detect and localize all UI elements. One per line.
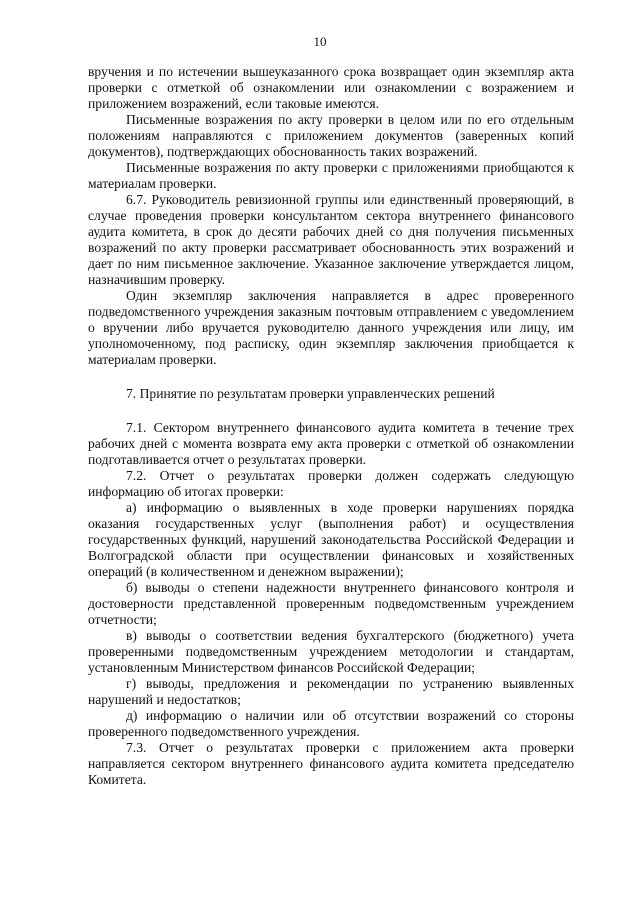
list-item-g: г) выводы, предложения и рекомендации по устранению выявленных нарушений и недостатков;: [88, 676, 574, 707]
page-number: 10: [313, 34, 327, 49]
paragraph: Письменные возражения по акту проверки в целом или по его отдельным положениям направляются с приложением документов (заверенных копий документов), подтверждающих обоснованность таких возражений.: [88, 112, 574, 159]
paragraph-7-1: 7.1. Сектором внутреннего финансового аудита комитета в течение трех рабочих дней с момента возврата ему акта проверки с отметкой об ознакомлении подготавливается отчет о результатах проверки.: [88, 420, 574, 467]
paragraph: Письменные возражения по акту проверки с приложениями приобщаются к материалам проверки.: [88, 160, 574, 191]
paragraph-7-3: 7.3. Отчет о результатах проверки с приложением акта проверки направляется сектором внутреннего финансового аудита комитета председателю Комитета.: [88, 740, 574, 787]
paragraph-6-7: 6.7. Руководитель ревизионной группы или единственный проверяющий, в случае проведения проверки консультантом сектора внутреннего финансового аудита комитета, в срок до десяти рабочих дней со дня получения письменных возражений по акту проверки рассматривает обоснованность этих возражений и дает по ним письменное заключение. Указанное заключение утверждается лицом, назначившим проверку.: [88, 192, 574, 287]
list-item-d: д) информацию о наличии или об отсутствии возражений со стороны проверенного подведомственного учреждения.: [88, 708, 574, 739]
list-item-a: а) информацию о выявленных в ходе проверки нарушениях порядка оказания государственных услуг (выполнения работ) и осуществления государственных функций, нарушений законодательства Российской Федерации и Волгоградской области при осуществлении финансовых и хозяйственных операций (в количественном и денежном выражении);: [88, 500, 574, 579]
section-heading: 7. Принятие по результатам проверки управленческих решений: [126, 386, 495, 401]
paragraph: Один экземпляр заключения направляется в адрес проверенного подведомственного учреждения заказным почтовым отправлением с уведомлением о вручении либо вручается руководителю данного учреждения или лицу, им уполномоченному, под расписку, один экземпляр заключения приобщается к материалам проверки.: [88, 288, 574, 367]
paragraph-7-2: 7.2. Отчет о результатах проверки должен содержать следующую информацию об итогах проверки:: [88, 468, 574, 499]
document-body: [88, 64, 574, 788]
list-item-v: в) выводы о соответствии ведения бухгалтерского (бюджетного) учета проверенными подведомственным учреждением методологии и стандартам, установленным Министерством финансов Российской Федерации;: [88, 628, 574, 675]
list-item-b: б) выводы о степени надежности внутреннего финансового контроля и достоверности представленной проверенным подведомственным учреждением отчетности;: [88, 580, 574, 627]
paragraph-continuation: вручения и по истечении вышеуказанного срока возвращает один экземпляр акта проверки с отметкой об ознакомлении или ознакомлении с возражением и приложением возражений, если таковые имеются.: [88, 64, 574, 111]
